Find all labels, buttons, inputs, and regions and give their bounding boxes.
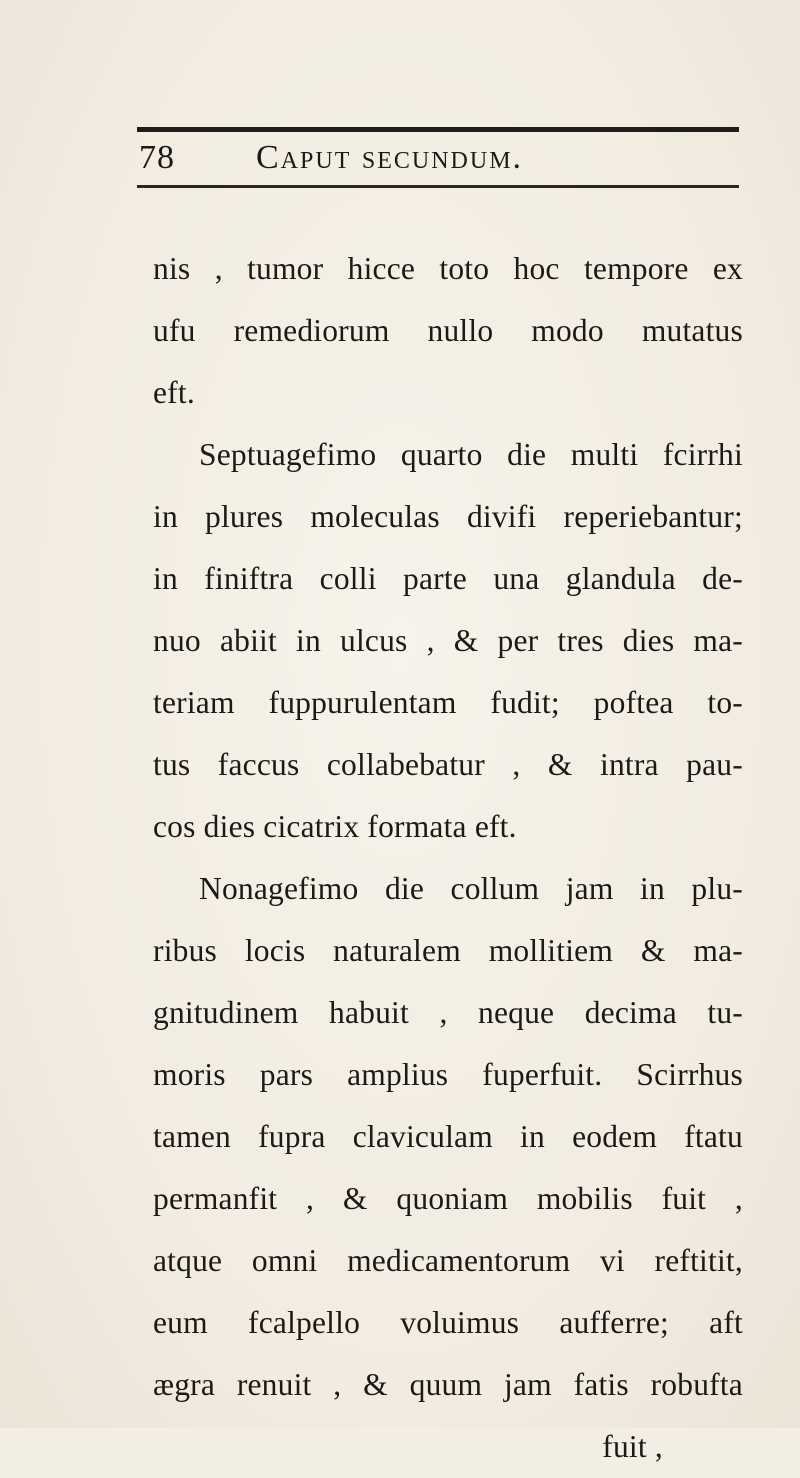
text-line: in finiftra colli parte una glandula de- — [153, 561, 743, 596]
running-head — [139, 138, 739, 178]
text-line: moris pars amplius fuperfuit. Scirrhus — [153, 1057, 743, 1092]
catchword-line: fuit , — [602, 1429, 663, 1464]
header-rule-bottom — [137, 185, 739, 188]
text-line: nis , tumor hicce toto hoc tempore ex — [153, 251, 743, 286]
text-line: in plures moleculas divifi reperiebantur; — [153, 499, 743, 534]
text-line: gnitudinem habuit , neque decima tu- — [153, 995, 743, 1030]
text-line: ribus locis naturalem mollitiem & ma- — [153, 933, 743, 968]
body-text — [153, 238, 743, 1478]
text-line: ufu remediorum nullo modo mutatus — [153, 313, 743, 348]
text-line: nuo abiit in ulcus , & per tres dies ma- — [153, 623, 743, 658]
text-line: eum fcalpello voluimus aufferre; aft — [153, 1305, 743, 1340]
paragraph-start-line: Septuagefimo quarto die multi fcirrhi — [199, 437, 743, 472]
text-line: eft. — [153, 375, 195, 410]
text-line: tus faccus collabebatur , & intra pau- — [153, 747, 743, 782]
text-line: teriam fuppurulentam fudit; poftea to- — [153, 685, 743, 720]
text-line: cos dies cicatrix formata eft. — [153, 809, 517, 844]
chapter-title: Caput secundum. — [256, 139, 524, 176]
text-line: ægra renuit , & quum jam fatis robufta — [153, 1367, 743, 1402]
text-line: permanfit , & quoniam mobilis fuit , — [153, 1181, 743, 1216]
text-line: atque omni medicamentorum vi reftitit, — [153, 1243, 743, 1278]
paragraph-start-line: Nonagefimo die collum jam in plu- — [199, 871, 743, 906]
header-rule-top — [137, 127, 739, 132]
page-number: 78 — [139, 139, 175, 176]
text-line: tamen fupra claviculam in eodem ftatu — [153, 1119, 743, 1154]
